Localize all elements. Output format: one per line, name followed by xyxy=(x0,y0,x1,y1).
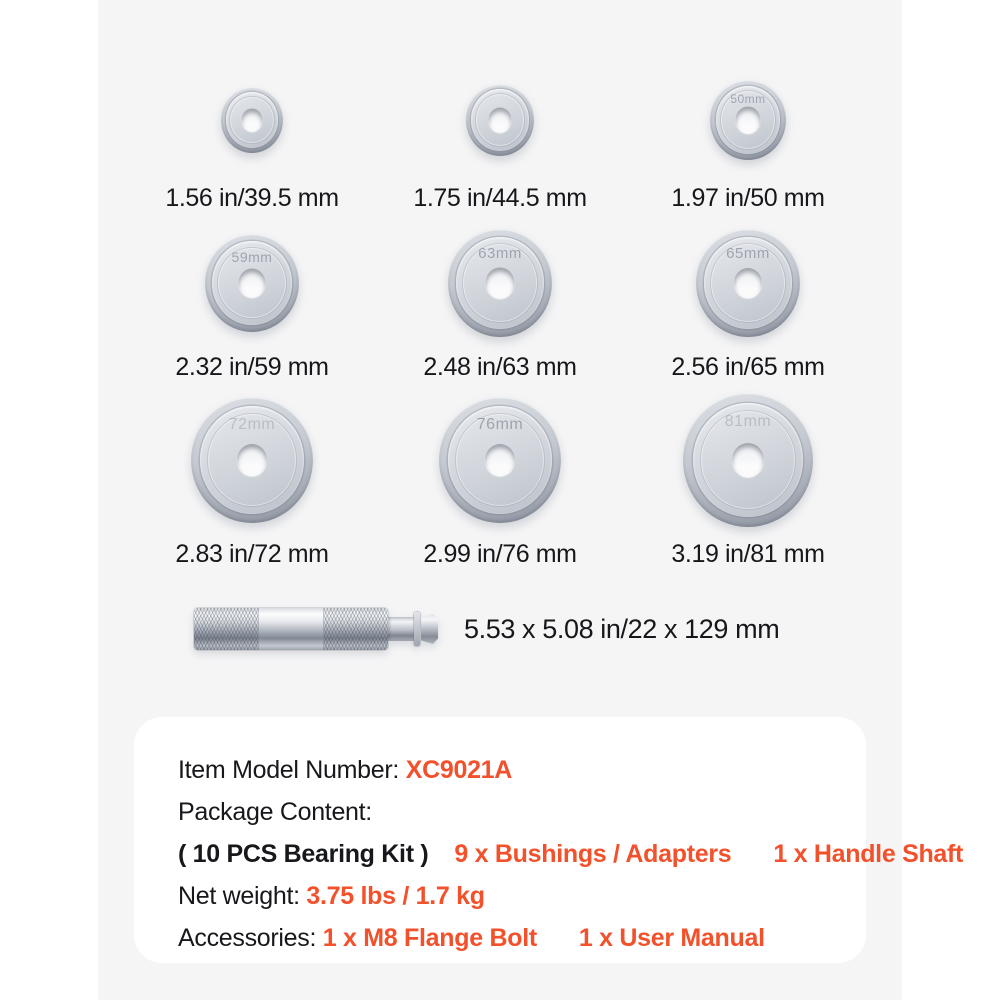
bushing-disc-box xyxy=(466,70,534,170)
bushing-item xyxy=(376,227,624,382)
product-panel xyxy=(98,0,964,1000)
net-weight-value: 3.75 lbs / 1.7 kg xyxy=(306,882,485,910)
bushing-item xyxy=(624,70,872,213)
bushing-disc-box xyxy=(205,227,299,339)
handle-size-label: 5.53 x 5.08 in/22 x 129 mm xyxy=(464,613,780,644)
bushing-item xyxy=(376,70,624,213)
bushing-row-3 xyxy=(128,394,872,569)
disc-hole xyxy=(237,444,267,476)
disc-engraving: 50mm xyxy=(730,92,766,106)
disc-engraving: 63mm xyxy=(478,245,522,263)
product-info-card xyxy=(134,717,964,963)
bushing-size-label: 2.48 in/63 mm xyxy=(423,353,577,381)
model-number-label: Item Model Number: xyxy=(178,756,400,784)
bearing-kit-count: ( 10 PCS Bearing Kit ) xyxy=(178,840,429,868)
bushing-disc-box xyxy=(221,70,283,170)
disc-engraving: 72mm xyxy=(228,415,276,433)
bushing-disc-image xyxy=(696,229,800,337)
bushing-disc-box xyxy=(439,394,561,526)
bushing-size-label: 2.99 in/76 mm xyxy=(423,540,577,568)
model-number-value: XC9021A xyxy=(405,756,513,784)
package-items-line xyxy=(178,833,964,875)
bushing-size-label: 1.97 in/50 mm xyxy=(671,184,825,212)
handle-shaft-image xyxy=(194,608,438,650)
bushing-disc-image xyxy=(466,84,534,156)
disc-hole xyxy=(489,108,512,133)
bushing-row-2 xyxy=(128,227,872,382)
handle-shaft-count: 1 x Handle Shaft xyxy=(773,840,964,868)
disc-hole xyxy=(732,443,764,477)
disc-engraving: 59mm xyxy=(231,248,273,265)
disc-engraving: 76mm xyxy=(476,415,524,433)
user-manual-count: 1 x User Manual xyxy=(578,924,765,952)
handle-hex-nut xyxy=(421,614,438,644)
bushing-disc-image xyxy=(683,393,813,527)
bushing-disc-box xyxy=(448,227,552,339)
handle-smooth-center xyxy=(258,608,324,650)
bushing-disc-image xyxy=(710,80,786,160)
bushing-item xyxy=(128,394,376,569)
accessories-label: Accessories: xyxy=(178,924,317,952)
model-number-line xyxy=(178,749,836,791)
disc-hole xyxy=(239,269,266,298)
bushing-size-label: 2.56 in/65 mm xyxy=(671,353,825,381)
accessories-line xyxy=(178,917,836,959)
handle-knurl-left xyxy=(194,608,258,650)
handle-shaft-row xyxy=(194,603,902,655)
bushing-row-1 xyxy=(128,70,872,213)
bushing-size-label: 2.83 in/72 mm xyxy=(175,540,329,568)
disc-hole xyxy=(486,268,515,299)
bushing-item xyxy=(624,227,872,382)
bushing-size-label: 3.19 in/81 mm xyxy=(671,540,825,568)
bushing-item xyxy=(128,227,376,382)
bushing-item xyxy=(376,394,624,569)
disc-engraving: 81mm xyxy=(724,413,772,431)
handle-knurl-right xyxy=(324,608,388,650)
bushing-disc-image xyxy=(448,229,552,337)
bushing-disc-box xyxy=(696,227,800,339)
disc-hole xyxy=(734,268,762,298)
bushing-disc-box xyxy=(710,70,786,170)
bushing-disc-image xyxy=(439,397,561,523)
bushing-disc-image xyxy=(205,234,299,332)
bushing-disc-box xyxy=(191,394,313,526)
net-weight-line xyxy=(178,875,836,917)
bushing-size-label: 1.56 in/39.5 mm xyxy=(165,184,339,212)
net-weight-label: Net weight: xyxy=(178,882,300,910)
bushing-disc-image xyxy=(191,397,313,523)
bushings-count: 9 x Bushings / Adapters xyxy=(454,840,732,868)
bushing-disc-box xyxy=(683,394,813,526)
bushing-size-label: 2.32 in/59 mm xyxy=(175,353,329,381)
disc-hole xyxy=(242,109,263,132)
disc-engraving: 65mm xyxy=(726,245,770,263)
package-content-line xyxy=(178,791,836,833)
disc-hole xyxy=(485,444,515,476)
bushing-item xyxy=(128,70,376,213)
flange-bolt-count: 1 x M8 Flange Bolt xyxy=(322,924,537,952)
handle-body xyxy=(194,608,388,650)
bushing-item xyxy=(624,394,872,569)
disc-hole xyxy=(736,107,761,134)
handle-flange-washer xyxy=(414,612,420,646)
bushing-size-label: 1.75 in/44.5 mm xyxy=(413,184,587,212)
handle-threaded-tip xyxy=(388,617,414,641)
bushing-disc-image xyxy=(221,87,283,153)
package-content-label: Package Content: xyxy=(178,798,372,826)
